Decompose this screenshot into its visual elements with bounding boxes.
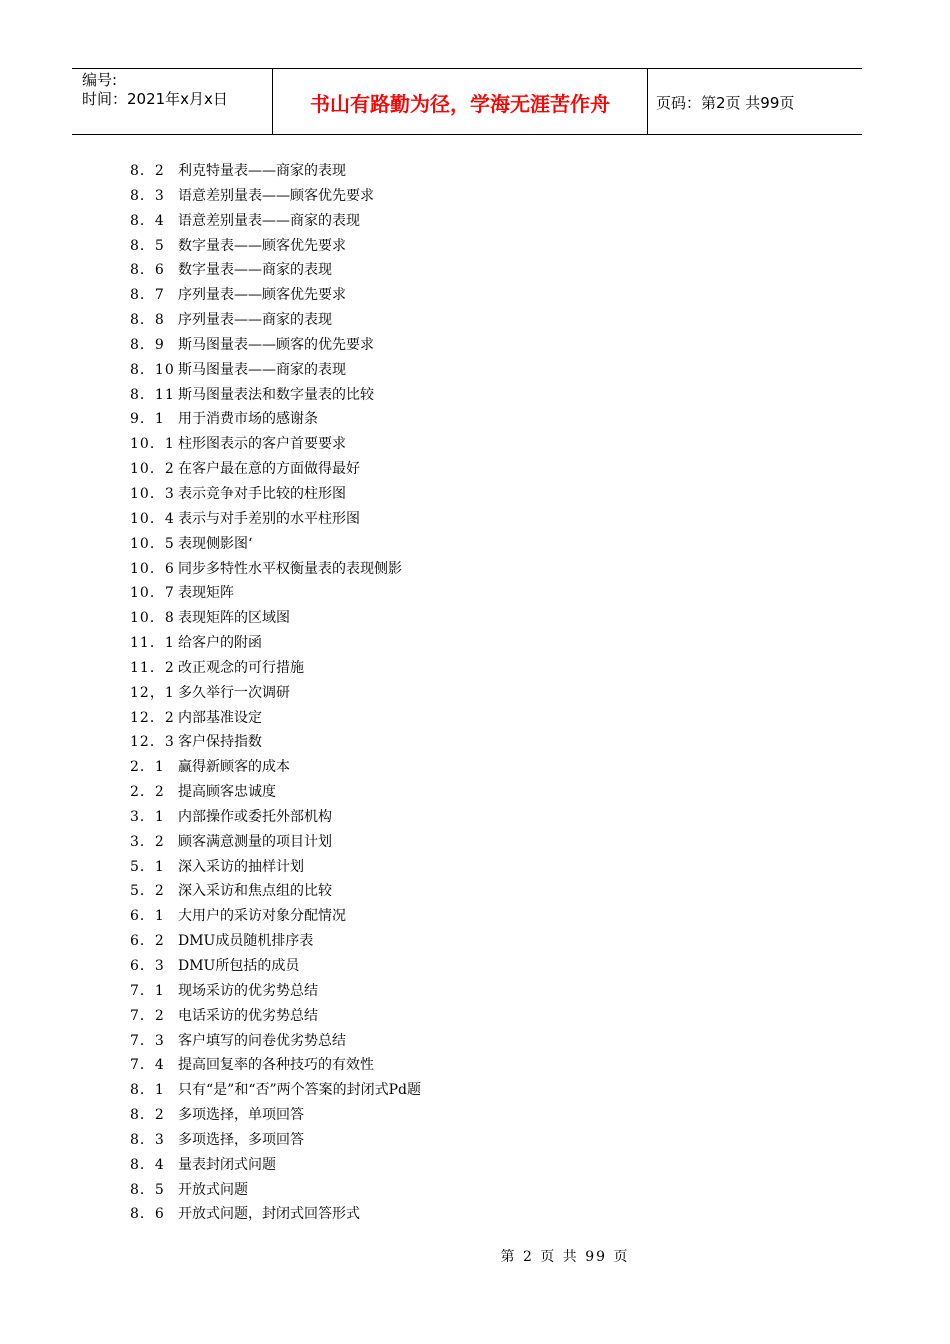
toc-entry xyxy=(130,879,830,904)
toc-entry xyxy=(130,681,830,706)
toc-entry-title: DMU成员随机排序表 xyxy=(178,933,314,950)
toc-entry-number: 3．2 xyxy=(130,833,165,850)
toc-entry xyxy=(130,308,830,333)
toc-entry-number: 6．2 xyxy=(130,933,165,950)
toc-entry-number: 2．1 xyxy=(130,759,165,776)
toc-entry-title: 序列量表——商家的表现 xyxy=(178,312,332,329)
toc-entry-title: 提高回复率的各种技巧的有效性 xyxy=(178,1057,374,1074)
toc-entry xyxy=(130,557,830,582)
toc-entry-number: 7．1 xyxy=(130,982,165,999)
toc-entry xyxy=(130,383,830,408)
toc-entry xyxy=(130,1029,830,1054)
header-motto: 书山有路勤为径，学海无涯苦作舟 xyxy=(310,92,610,116)
toc-entry xyxy=(130,532,830,557)
toc-entry-title: 给客户的附函 xyxy=(178,635,262,652)
page-footer: 第 2 页 共 99 页 xyxy=(500,1249,630,1265)
toc-entry-title: 表现矩阵的区域图 xyxy=(178,610,290,627)
toc-entry-title: 内部操作或委托外部机构 xyxy=(178,808,332,825)
toc-entry-title: 深入采访和焦点组的比较 xyxy=(178,883,332,900)
toc-entry-title: 内部基准设定 xyxy=(178,709,262,726)
toc-entry-title: 柱形图表示的客户首要要求 xyxy=(178,436,346,453)
toc-entry xyxy=(130,631,830,656)
toc-entry-title: DMU所包括的成员 xyxy=(178,958,300,974)
toc-entry-number: 8．5 xyxy=(130,1181,165,1198)
toc-entry-title: 用于消费市场的感谢条 xyxy=(178,411,318,428)
table-of-figures xyxy=(130,159,830,1227)
toc-entry-title: 利克特量表——商家的表现 xyxy=(178,163,346,179)
toc-entry xyxy=(130,929,830,954)
toc-entry-title: 多久举行一次调研 xyxy=(178,684,290,701)
toc-entry-title: 序列量表——顾客优先要求 xyxy=(178,287,346,304)
toc-entry-number: 8．6 xyxy=(130,262,165,279)
toc-entry-title: 提高顾客忠诚度 xyxy=(178,784,276,801)
toc-entry xyxy=(130,606,830,631)
toc-entry-number: 6．3 xyxy=(130,958,165,974)
toc-entry-number: 12．2 xyxy=(130,709,175,726)
toc-entry-number: 8．3 xyxy=(130,187,165,204)
toc-entry xyxy=(130,1053,830,1078)
toc-entry-title: 深入采访的抽样计划 xyxy=(178,858,304,875)
toc-entry-title: 顾客满意测量的项目计划 xyxy=(178,833,332,850)
toc-entry-number: 10．1 xyxy=(130,436,175,453)
toc-entry-number: 3．1 xyxy=(130,808,165,825)
toc-entry-number: 11．1 xyxy=(130,635,175,652)
toc-entry-number: 10．2 xyxy=(130,461,175,478)
toc-entry-number: 8．7 xyxy=(130,287,165,304)
toc-entry xyxy=(130,1178,830,1203)
toc-entry-number: 7．2 xyxy=(130,1007,165,1024)
toc-entry-title: 数字量表——商家的表现 xyxy=(178,262,332,279)
toc-entry xyxy=(130,755,830,780)
toc-entry xyxy=(130,1202,830,1227)
toc-entry xyxy=(130,1103,830,1128)
toc-entry-title: 电话采访的优劣势总结 xyxy=(178,1007,318,1024)
toc-entry-title: 客户保持指数 xyxy=(178,734,262,751)
toc-entry-title: 赢得新顾客的成本 xyxy=(178,759,290,776)
toc-entry xyxy=(130,706,830,731)
toc-entry xyxy=(130,805,830,830)
toc-entry-title: 表示竞争对手比较的柱形图 xyxy=(178,485,346,502)
toc-entry xyxy=(130,258,830,283)
toc-entry-number: 8．10 xyxy=(130,361,175,378)
toc-entry-number: 10．8 xyxy=(130,610,175,627)
toc-entry xyxy=(130,904,830,929)
toc-entry-title: 改正观念的可行措施 xyxy=(178,659,304,676)
toc-entry-number: 10．7 xyxy=(130,585,175,602)
toc-entry xyxy=(130,1004,830,1029)
page-header xyxy=(72,68,862,135)
toc-entry-title: 斯马图量表法和数字量表的比较 xyxy=(178,386,374,403)
toc-entry-title: 斯马图量表——商家的表现 xyxy=(178,361,346,378)
header-page-cell xyxy=(648,69,862,134)
toc-entry xyxy=(130,432,830,457)
toc-entry xyxy=(130,979,830,1004)
toc-entry xyxy=(130,954,830,979)
toc-entry-title: 同步多特性水平权衡量表的表现侧影 xyxy=(178,560,402,577)
toc-entry-number: 8．4 xyxy=(130,212,165,229)
toc-entry xyxy=(130,656,830,681)
toc-entry-number: 2．2 xyxy=(130,784,165,801)
toc-entry-title: 在客户最在意的方面做得最好 xyxy=(178,461,360,478)
toc-entry-number: 8．3 xyxy=(130,1131,165,1148)
toc-entry xyxy=(130,780,830,805)
document-time-label: 时间：2021年x月x日 xyxy=(82,90,228,108)
toc-entry xyxy=(130,209,830,234)
toc-entry-number: 8．11 xyxy=(130,386,175,403)
header-page-code: 页码：第2页 共99页 xyxy=(656,94,795,112)
toc-entry-title: 斯马图量表——顾客的优先要求 xyxy=(178,336,374,353)
toc-entry xyxy=(130,830,830,855)
toc-entry xyxy=(130,1078,830,1103)
toc-entry-title: 开放式问题，封闭式回答形式 xyxy=(178,1206,360,1223)
toc-entry xyxy=(130,482,830,507)
toc-entry-title: 表现矩阵 xyxy=(178,585,234,602)
toc-entry-title: 多项选择，单项回答 xyxy=(178,1107,304,1124)
toc-entry-title: 数字量表——顾客优先要求 xyxy=(178,237,346,254)
toc-entry xyxy=(130,184,830,209)
toc-entry-title: 现场采访的优劣势总结 xyxy=(178,982,318,999)
toc-entry-number: 10．6 xyxy=(130,560,175,577)
toc-entry-title: 开放式问题 xyxy=(178,1181,248,1198)
toc-entry xyxy=(130,358,830,383)
toc-entry-title: 多项选择，多项回答 xyxy=(178,1131,304,1148)
toc-entry-number: 5．1 xyxy=(130,858,165,875)
toc-entry-number: 7．4 xyxy=(130,1057,165,1074)
toc-entry-title: 语意差别量表——顾客优先要求 xyxy=(178,187,374,204)
toc-entry xyxy=(130,333,830,358)
toc-entry-title: 客户填写的问卷优劣势总结 xyxy=(178,1032,346,1049)
toc-entry-title: 表现侧影图‘ xyxy=(178,535,253,552)
toc-entry-number: 8．2 xyxy=(130,163,165,179)
header-meta-cell xyxy=(72,69,273,134)
toc-entry-number: 8．4 xyxy=(130,1156,165,1173)
toc-entry-number: 10．4 xyxy=(130,510,175,527)
toc-entry-number: 8．5 xyxy=(130,237,165,254)
toc-entry-title: 表示与对手差别的水平柱形图 xyxy=(178,510,360,527)
toc-entry xyxy=(130,1128,830,1153)
toc-entry xyxy=(130,855,830,880)
toc-entry-number: 12，1 xyxy=(130,684,175,701)
toc-entry xyxy=(130,730,830,755)
toc-entry-number: 8．6 xyxy=(130,1206,165,1223)
toc-entry xyxy=(130,159,830,184)
toc-entry-title: 语意差别量表——商家的表现 xyxy=(178,212,360,229)
toc-entry-number: 6．1 xyxy=(130,908,165,925)
toc-entry-number: 8．8 xyxy=(130,312,165,329)
toc-entry-title: 量表封闭式问题 xyxy=(178,1156,276,1173)
toc-entry xyxy=(130,507,830,532)
toc-entry xyxy=(130,407,830,432)
toc-entry xyxy=(130,1153,830,1178)
toc-entry-number: 8．2 xyxy=(130,1107,165,1124)
toc-entry-number: 11．2 xyxy=(130,659,175,676)
toc-entry xyxy=(130,234,830,259)
toc-entry-number: 8．1 xyxy=(130,1082,165,1099)
toc-entry-number: 10．3 xyxy=(130,485,175,502)
toc-entry xyxy=(130,581,830,606)
toc-entry-title: 只有“是”和“否”两个答案的封闭式Pd题 xyxy=(178,1082,422,1099)
toc-entry-number: 10．5 xyxy=(130,535,175,552)
toc-entry-number: 12．3 xyxy=(130,734,175,751)
toc-entry xyxy=(130,283,830,308)
toc-entry-title: 大用户的采访对象分配情况 xyxy=(178,908,346,925)
toc-entry-number: 5．2 xyxy=(130,883,165,900)
toc-entry-number: 8．9 xyxy=(130,336,165,353)
toc-entry-number: 7．3 xyxy=(130,1032,165,1049)
header-motto-cell xyxy=(273,69,648,134)
toc-entry-number: 9．1 xyxy=(130,411,165,428)
toc-entry xyxy=(130,457,830,482)
document-number-label: 编号: xyxy=(82,71,118,89)
